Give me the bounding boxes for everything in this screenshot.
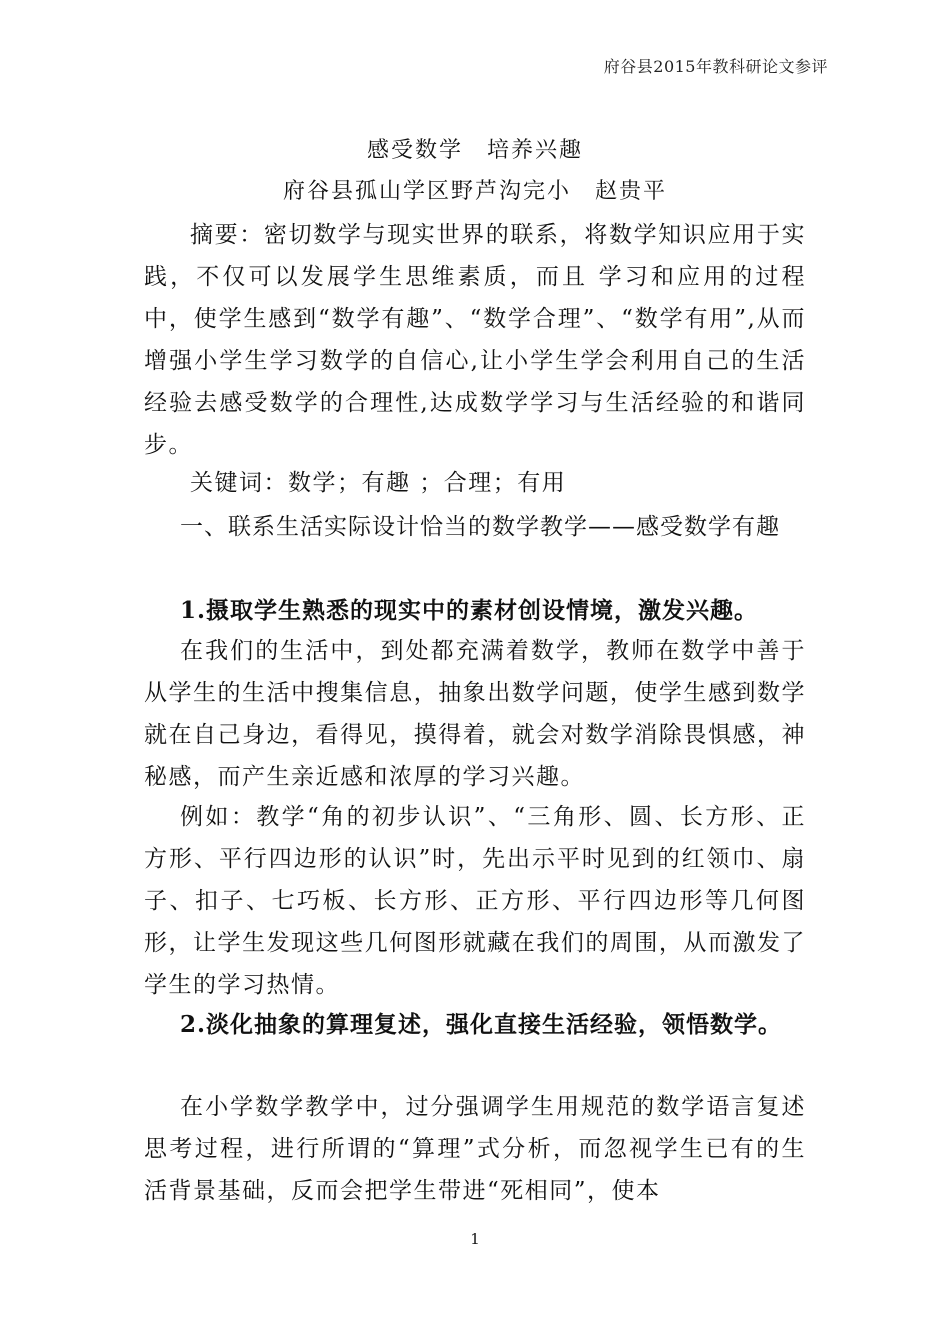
subsection-2-paragraph-1: 在小学数学教学中，过分强调学生用规范的数学语言复述思考过程，进行所谓的“算理”式分析，而忽视学生已有的生活背景基础，反而会把学生带进“死相同”，使本 xyxy=(144,1094,806,1204)
section-1-heading: 一、联系生活实际设计恰当的数学教学——感受数学有趣 xyxy=(180,514,780,540)
subsection-1-heading: 1.摄取学生熟悉的现实中的素材创设情境，激发兴趣。 xyxy=(180,597,759,624)
subsection-2-heading: 2.淡化抽象的算理复述，强化直接生活经验，领悟数学。 xyxy=(180,1011,783,1038)
header-note: 府谷县2015年教科研论文参评 xyxy=(603,57,828,76)
subsection-1-paragraph-2: 例如：教学“角的初步认识”、“三角形、圆、长方形、正方形、平行四边形的认识”时，先出示平时见到的红领巾、扇子、扣子、七巧板、长方形、正方形、平行四边形等几何图形，让学生发现这些几何图形就藏在我们的周围，从而激发了学生的学习热情。 xyxy=(144,804,806,998)
page-number: 1 xyxy=(470,1230,480,1248)
subsection-1-paragraph-1: 在我们的生活中，到处都充满着数学，教师在数学中善于从学生的生活中搜集信息，抽象出数学问题，使学生感到数学就在自己身边，看得见，摸得着，就会对数学消除畏惧感，神秘感，而产生亲近感和浓厚的学习兴趣。 xyxy=(144,638,806,790)
author-line: 府谷县孤山学区野芦沟完小 赵贵平 xyxy=(282,179,667,204)
keywords-line: 关键词：数学；有趣 ；合理；有用 xyxy=(190,470,567,496)
abstract-paragraph: 摘要：密切数学与现实世界的联系，将数学知识应用于实践，不仅可以发展学生思维素质，而且 学习和应用的过程中，使学生感到“数学有趣”、“数学合理”、“数学有用”,从而增强小学生学习数学的自信心,让小学生学会利用自己的生活经验去感受数学的合理性,达成数学学习与生活经验的和谐同步。 xyxy=(144,222,806,458)
paper-title: 感受数学 培养兴趣 xyxy=(366,138,583,163)
